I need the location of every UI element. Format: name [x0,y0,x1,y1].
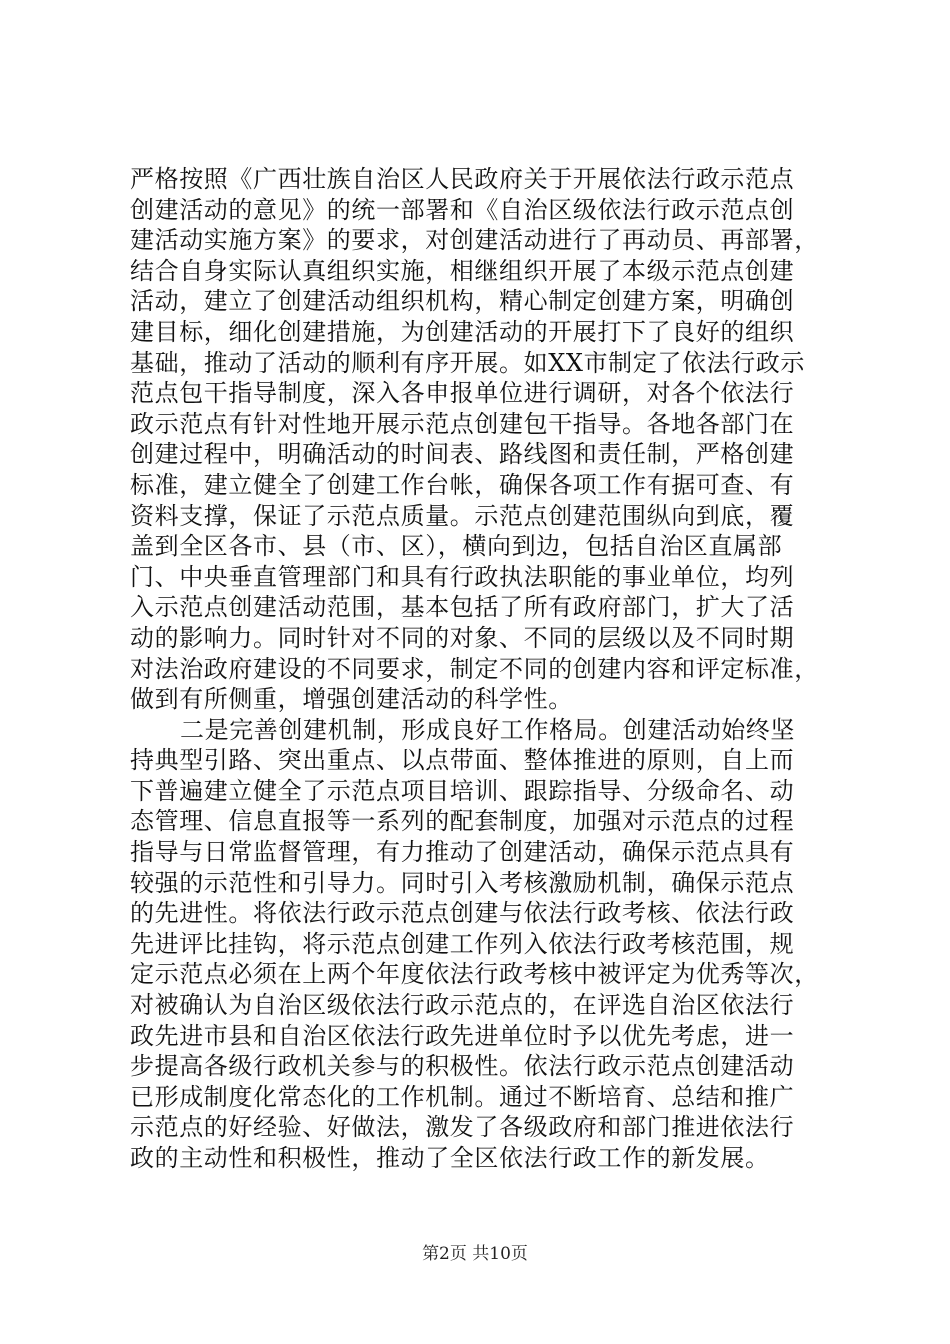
text-line: 严格按照《广西壮族自治区人民政府关于开展依法行政示范点 [130,165,795,193]
text-line: 对被确认为自治区级依法行政示范点的，在评选自治区依法行 [130,991,795,1020]
text-line: 政的主动性和积极性，推动了全区依法行政工作的新发展。 [130,1144,770,1172]
page-footer [0,1243,950,1265]
text-line: 政示范点有针对性地开展示范点创建包干指导。各地各部门在 [130,409,795,438]
paragraph-1 [130,164,830,715]
text-line: 指导与日常监督管理，有力推动了创建活动，确保示范点具有 [130,838,795,867]
text-line: 的先进性。将依法行政示范点创建与依法行政考核、依法行政 [130,899,795,928]
text-line: 结合自身实际认真组织实施，相继组织开展了本级示范点创建 [130,256,795,285]
text-line: 二是完善创建机制，形成良好工作格局。创建活动始终坚 [180,715,795,744]
text-line: 资料支撑，保证了示范点质量。示范点创建范围纵向到底，覆 [130,501,795,530]
text-line: 持典型引路、突出重点、以点带面、整体推进的原则，自上而 [130,746,795,775]
text-line: 门、中央垂直管理部门和具有行政执法职能的事业单位，均列 [130,562,795,591]
text-line: 步提高各级行政机关参与的积极性。依法行政示范点创建活动 [130,1052,795,1081]
text-line: 创建过程中，明确活动的时间表、路线图和责任制，严格创建 [130,440,795,469]
text-line: 态管理、信息直报等一系列的配套制度，加强对示范点的过程 [130,807,795,836]
text-line: 政先进市县和自治区依法行政先进单位时予以优先考虑，进一 [130,1021,795,1050]
document-body [130,164,830,1174]
text-line: 示范点的好经验、好做法，激发了各级政府和部门推进依法行 [130,1113,795,1142]
text-line: 已形成制度化常态化的工作机制。通过不断培育、总结和推广 [130,1082,795,1111]
text-line: 基础，推动了活动的顺利有序开展。如XX市制定了依法行政示 [130,348,805,377]
text-line: 定示范点必须在上两个年度依法行政考核中被评定为优秀等次， [130,960,819,989]
page-number-label: 第2页 共10页 [422,1244,528,1264]
text-line: 建活动实施方案》的要求，对创建活动进行了再动员、再部署， [130,226,819,255]
text-line: 活动，建立了创建活动组织机构，精心制定创建方案，明确创 [130,287,795,316]
text-line: 下普遍建立健全了示范点项目培训、跟踪指导、分级命名、动 [130,776,795,805]
text-line: 做到有所侧重，增强创建活动的科学性。 [130,685,573,714]
paragraph-2 [130,715,830,1174]
text-line: 较强的示范性和引导力。同时引入考核激励机制，确保示范点 [130,868,795,897]
text-line: 入示范点创建活动范围，基本包括了所有政府部门，扩大了活 [130,593,795,622]
text-line: 范点包干指导制度，深入各申报单位进行调研，对各个依法行 [130,379,795,408]
text-line: 先进评比挂钩，将示范点创建工作列入依法行政考核范围，规 [130,929,795,958]
text-line: 建目标，细化创建措施，为创建活动的开展打下了良好的组织 [130,317,795,346]
text-line: 动的影响力。同时针对不同的对象、不同的层级以及不同时期 [130,623,795,652]
text-line: 盖到全区各市、县（市、区），横向到边，包括自治区直属部 [130,532,783,561]
text-line: 标准，建立健全了创建工作台帐，确保各项工作有据可查、有 [130,470,795,499]
text-line: 对法治政府建设的不同要求，制定不同的创建内容和评定标准， [130,654,819,683]
text-line: 创建活动的意见》的统一部署和《自治区级依法行政示范点创 [130,195,795,224]
